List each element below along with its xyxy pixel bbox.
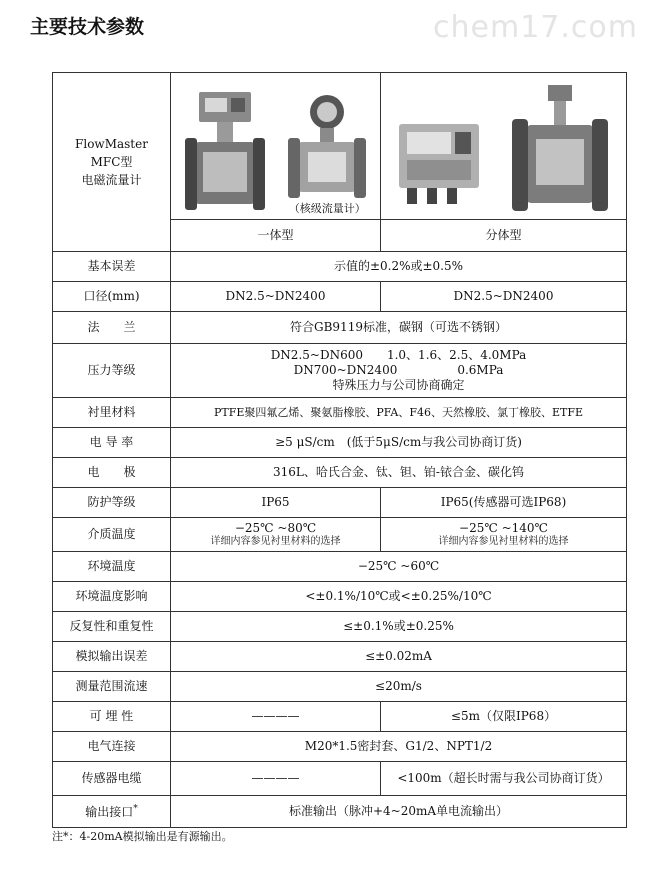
row-value-remote: <100m（超长时需与我公司协商订货） [381, 762, 627, 796]
model-name-cell [53, 73, 171, 252]
row-label: 电气连接 [53, 732, 171, 762]
watermark: chem17.com [433, 10, 638, 45]
row-value-integral: ———— [171, 702, 381, 732]
row-value: ≤±0.1%或±0.25% [171, 612, 627, 642]
row-value [171, 344, 627, 398]
row-label: 可 埋 性 [53, 702, 171, 732]
row-value: PTFE聚四氟乙烯、聚氨脂橡胶、PFA、F46、天然橡胶、氯丁橡胶、ETFE [171, 398, 627, 428]
row-value: ≤20m/s [171, 672, 627, 702]
row-value: −25℃ ~60℃ [171, 552, 627, 582]
row-label: 环境温度 [53, 552, 171, 582]
row-value: 符合GB9119标准，碳钢（可选不锈钢） [171, 312, 627, 344]
row-label: 法 兰 [53, 312, 171, 344]
row-value: <±0.1%/10℃或<±0.25%/10℃ [171, 582, 627, 612]
row-label: 环境温度影响 [53, 582, 171, 612]
row-label: 压力等级 [53, 344, 171, 398]
row-label: 电 导 率 [53, 428, 171, 458]
model-name-line3: 电磁流量计 [81, 173, 142, 187]
medium-temp-integral-note: 详细内容参见衬里材料的选择 [210, 535, 341, 547]
row-value: ≥5 μS/cm (低于5μS/cm与我公司协商订货) [171, 428, 627, 458]
nuclear-flowmeter-image [284, 92, 370, 200]
row-label [53, 796, 171, 828]
row-value: M20*1.5密封套、G1/2、NPT1/2 [171, 732, 627, 762]
row-label: 介质温度 [53, 518, 171, 552]
footnote-marker: * [133, 803, 138, 814]
row-value-remote: IP65(传感器可选IP68) [381, 488, 627, 518]
pressure-line-2: DN700~DN2400 0.6MPa [293, 363, 504, 377]
row-label: 基本误差 [53, 252, 171, 282]
row-label: 防护等级 [53, 488, 171, 518]
medium-temp-remote: −25℃ ~140℃ [459, 520, 548, 535]
row-value-remote: ≤5m（仅限IP68） [381, 702, 627, 732]
remote-type-label: 分体型 [381, 220, 627, 252]
row-label: 衬里材料 [53, 398, 171, 428]
row-value: 示值的±0.2%或±0.5% [171, 252, 627, 282]
row-value-integral: DN2.5~DN2400 [171, 282, 381, 312]
page-title: 主要技术参数 [30, 16, 145, 38]
row-label: 口径(mm) [53, 282, 171, 312]
row-value-integral [171, 518, 381, 552]
medium-temp-remote-note: 详细内容参见衬里材料的选择 [438, 535, 569, 547]
integral-images-cell [171, 73, 381, 220]
remote-sensor-image [504, 81, 614, 216]
pressure-line-3: 特殊压力与公司协商确定 [332, 378, 465, 392]
row-value: 标准输出（脉冲+4~20mA单电流输出） [171, 796, 627, 828]
model-name-line2: MFC型 [90, 155, 133, 169]
integral-flowmeter-image [181, 86, 269, 216]
row-value: 316L、哈氏合金、钛、钽、铂-铱合金、碳化钨 [171, 458, 627, 488]
row-value-integral: ———— [171, 762, 381, 796]
row-label: 反复性和重复性 [53, 612, 171, 642]
row-label: 模拟输出误差 [53, 642, 171, 672]
row-value-remote: DN2.5~DN2400 [381, 282, 627, 312]
row-label: 电 极 [53, 458, 171, 488]
image-caption: （核级流量计） [288, 202, 366, 216]
row-value-integral: IP65 [171, 488, 381, 518]
remote-images-cell [381, 73, 627, 220]
footnote: 注*：4-20mA模拟输出是有源输出。 [52, 830, 233, 843]
row-value: ≤±0.02mA [171, 642, 627, 672]
model-name-line1: FlowMaster [75, 137, 148, 151]
row-label: 测量范围流速 [53, 672, 171, 702]
row-value-remote [381, 518, 627, 552]
pressure-line-1: DN2.5~DN600 1.0、1.6、2.5、4.0MPa [270, 348, 527, 362]
remote-converter-image [393, 106, 485, 216]
medium-temp-integral: −25℃ ~80℃ [234, 520, 317, 535]
row-label: 传感器电缆 [53, 762, 171, 796]
output-interface-label: 输出接口 [85, 804, 134, 819]
spec-table [52, 72, 627, 828]
integral-type-label: 一体型 [171, 220, 381, 252]
